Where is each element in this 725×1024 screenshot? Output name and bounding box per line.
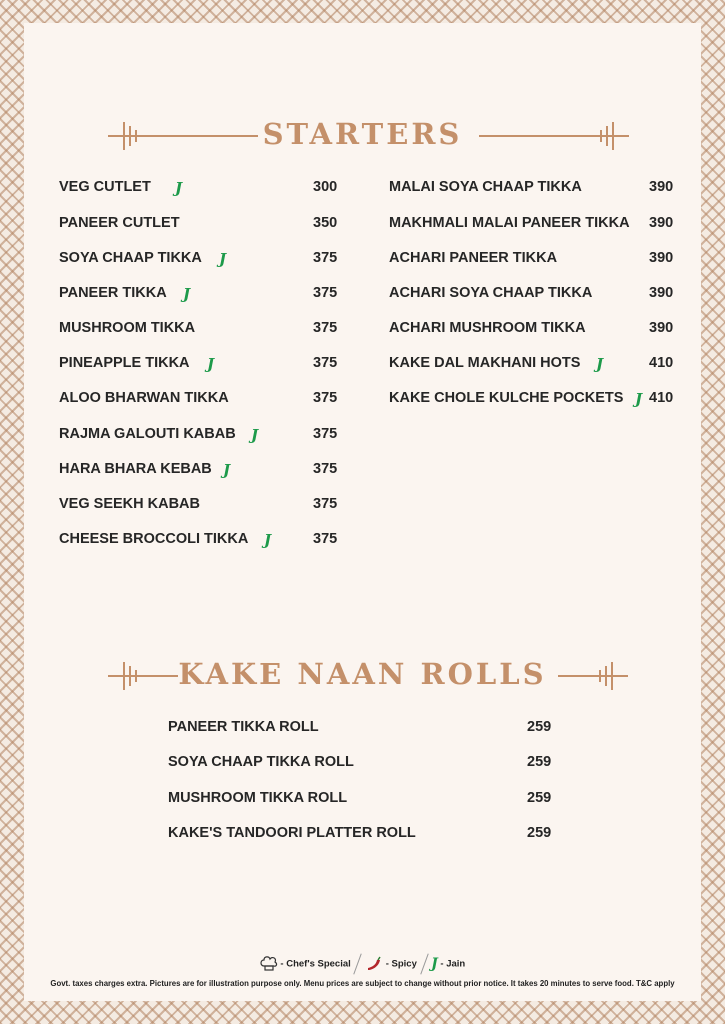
menu-item: PINEAPPLE TIKKA bbox=[59, 355, 190, 371]
spicy-label: - Spicy bbox=[385, 958, 417, 970]
item-price: 375 bbox=[313, 390, 338, 406]
item-price: 375 bbox=[313, 285, 338, 301]
menu-item: MALAI SOYA CHAAP TIKKA bbox=[389, 179, 582, 195]
jain-icon: J bbox=[175, 179, 183, 197]
menu-item: CHEESE BROCCOLI TIKKA bbox=[59, 531, 249, 547]
menu-item: PANEER CUTLET bbox=[59, 215, 180, 231]
menu-item: ACHARI PANEER TIKKA bbox=[389, 250, 558, 266]
item-price: 259 bbox=[527, 754, 552, 770]
menu-item: PANEER TIKKA bbox=[59, 285, 167, 301]
item-price: 350 bbox=[313, 215, 338, 231]
item-price: 375 bbox=[313, 355, 338, 371]
jain-icon: J bbox=[219, 250, 227, 268]
menu-item: RAJMA GALOUTI KABAB bbox=[59, 426, 236, 442]
menu-item: MAKHMALI MALAI PANEER TIKKA bbox=[389, 215, 630, 231]
item-price: 375 bbox=[313, 496, 338, 512]
item-price: 410 bbox=[649, 355, 674, 371]
menu-page bbox=[24, 23, 701, 1001]
jain-icon: J bbox=[207, 355, 215, 373]
legend-divider bbox=[354, 953, 362, 974]
chef-special-label: - Chef's Special bbox=[280, 958, 351, 970]
heading-ornament-right bbox=[479, 118, 629, 154]
item-price: 375 bbox=[313, 250, 338, 266]
item-price: 375 bbox=[313, 320, 338, 336]
menu-item: ALOO BHARWAN TIKKA bbox=[59, 390, 229, 406]
item-price: 410 bbox=[649, 390, 674, 406]
item-price: 259 bbox=[527, 825, 552, 841]
menu-item: MUSHROOM TIKKA bbox=[59, 320, 196, 336]
jain-icon: J bbox=[183, 285, 191, 303]
chef-hat-icon bbox=[260, 956, 278, 972]
item-price: 390 bbox=[649, 179, 674, 195]
item-price: 390 bbox=[649, 250, 674, 266]
item-price: 375 bbox=[313, 426, 338, 442]
legend bbox=[24, 953, 701, 975]
menu-item: HARA BHARA KEBAB bbox=[59, 461, 212, 477]
menu-item: KAKE'S TANDOORI PLATTER ROLL bbox=[168, 825, 416, 841]
item-price: 300 bbox=[313, 179, 338, 195]
item-price: 259 bbox=[527, 790, 552, 806]
menu-item: VEG SEEKH KABAB bbox=[59, 496, 200, 512]
heading-ornament-right bbox=[558, 658, 628, 694]
menu-item: KAKE DAL MAKHANI HOTS bbox=[389, 355, 581, 371]
jain-label: - Jain bbox=[440, 958, 466, 970]
item-price: 390 bbox=[649, 285, 674, 301]
jain-icon: J bbox=[264, 531, 272, 549]
item-price: 375 bbox=[313, 461, 338, 477]
menu-item: KAKE CHOLE KULCHE POCKETS bbox=[389, 390, 624, 406]
menu-item: VEG CUTLET bbox=[59, 179, 151, 195]
footer-notice: Govt. taxes charges extra. Pictures are for illustration purpose only. Menu prices are subject to change without prior notice. It takes 20 minutes to serve food. T&C apply bbox=[50, 979, 675, 988]
menu-item: PANEER TIKKA ROLL bbox=[168, 719, 319, 735]
jain-icon: J bbox=[223, 461, 231, 479]
chili-pepper-icon bbox=[365, 956, 383, 972]
legend-divider bbox=[420, 953, 428, 974]
naan-rolls-title: KAKE NAAN ROLLS bbox=[178, 657, 547, 691]
jain-icon: J bbox=[635, 390, 643, 408]
jain-icon: J bbox=[431, 956, 438, 972]
item-price: 375 bbox=[313, 531, 338, 547]
menu-item: SOYA CHAAP TIKKA bbox=[59, 250, 202, 266]
item-price: 390 bbox=[649, 320, 674, 336]
item-price: 259 bbox=[527, 719, 552, 735]
jain-icon: J bbox=[251, 426, 259, 444]
starters-title: STARTERS bbox=[262, 117, 463, 151]
item-price: 390 bbox=[649, 215, 674, 231]
menu-item: SOYA CHAAP TIKKA ROLL bbox=[168, 754, 354, 770]
jain-icon: J bbox=[596, 355, 604, 373]
menu-item: ACHARI MUSHROOM TIKKA bbox=[389, 320, 586, 336]
menu-item: MUSHROOM TIKKA ROLL bbox=[168, 790, 348, 806]
menu-item: ACHARI SOYA CHAAP TIKKA bbox=[389, 285, 593, 301]
